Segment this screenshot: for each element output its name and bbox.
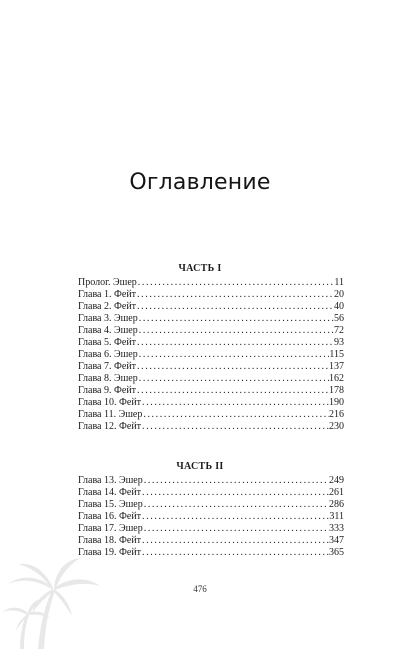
toc-entry-page: 311 [329, 511, 344, 522]
toc-entry-label: Глава 1. Фейт [78, 289, 137, 300]
leader-dots [141, 547, 329, 559]
toc-entry [78, 385, 344, 397]
leader-dots [143, 523, 329, 535]
leader-dots [141, 511, 329, 523]
leader-dots [141, 421, 329, 433]
toc-entry-label: Глава 10. Фейт [78, 397, 142, 408]
toc-entry [78, 349, 344, 361]
page-number: 476 [193, 584, 207, 594]
toc-entry [78, 325, 344, 337]
leader-dots [136, 301, 334, 313]
leader-dots [137, 277, 335, 289]
toc-entry [78, 475, 344, 487]
leader-dots [138, 373, 329, 385]
toc-entry-label: Глава 16. Фейт [78, 511, 142, 522]
part-heading: ЧАСТЬ I [178, 263, 222, 274]
leader-dots [138, 325, 334, 337]
toc-entry-page: 365 [329, 547, 344, 558]
page-title: Оглавление [129, 170, 271, 195]
toc-entry [78, 499, 344, 511]
toc-entry-page: 162 [329, 373, 344, 384]
toc-entry-label: Глава 9. Фейт [78, 385, 137, 396]
toc-entry-page: 178 [329, 385, 344, 396]
toc-entry-label: Глава 8. Эшер [78, 373, 138, 384]
toc-entry [78, 487, 344, 499]
toc-entry-page: 137 [329, 361, 344, 372]
toc-entry-label: Глава 19. Фейт [78, 547, 142, 558]
toc-entry-page: 40 [334, 301, 344, 312]
toc-entry-page: 286 [329, 499, 344, 510]
leader-dots [143, 475, 329, 487]
toc-entry [78, 277, 344, 289]
part-heading: ЧАСТЬ II [176, 461, 224, 472]
leader-dots [138, 349, 330, 361]
toc-entry-label: Глава 18. Фейт [78, 535, 142, 546]
toc-entry-page: 333 [329, 523, 344, 534]
toc-entry-label: Глава 5. Фейт [78, 337, 137, 348]
toc-entry-page: 261 [329, 487, 344, 498]
leader-dots [141, 535, 329, 547]
toc-entry-page: 115 [329, 349, 344, 360]
leader-dots [136, 385, 329, 397]
leader-dots [136, 337, 334, 349]
toc-entry-page: 249 [329, 475, 344, 486]
toc-entry-label: Пролог. Эшер [78, 277, 137, 288]
toc-entry [78, 301, 344, 313]
leader-dots [138, 313, 334, 325]
toc-entry [78, 373, 344, 385]
toc-entry [78, 421, 344, 433]
toc-entry-page: 216 [329, 409, 344, 420]
toc-entry-page: 347 [329, 535, 344, 546]
toc-entry [78, 409, 344, 421]
toc-entry-page: 56 [334, 313, 344, 324]
toc-entry-page: 72 [334, 325, 344, 336]
toc-entry-label: Глава 3. Эшер [78, 313, 138, 324]
leader-dots [136, 289, 334, 301]
toc-entry-label: Глава 4. Эшер [78, 325, 138, 336]
toc-list-part-1 [78, 277, 344, 433]
toc-entry-page: 20 [334, 289, 344, 300]
toc-entry [78, 397, 344, 409]
toc-entry-label: Глава 2. Фейт [78, 301, 137, 312]
leader-dots [141, 487, 329, 499]
leader-dots [136, 361, 329, 373]
toc-entry-page: 93 [334, 337, 344, 348]
toc-entry-label: Глава 6. Эшер [78, 349, 138, 360]
toc-entry-page: 11 [334, 277, 344, 288]
toc-entry-label: Глава 17. Эшер [78, 523, 143, 534]
toc-entry-label: Глава 14. Фейт [78, 487, 142, 498]
toc-entry [78, 289, 344, 301]
toc-entry-label: Глава 11. Эшер [78, 409, 143, 420]
toc-entry [78, 361, 344, 373]
toc-entry-page: 230 [329, 421, 344, 432]
toc-entry-label: Глава 12. Фейт [78, 421, 142, 432]
toc-entry [78, 337, 344, 349]
toc-entry-page: 190 [329, 397, 344, 408]
leader-dots [141, 397, 329, 409]
leader-dots [143, 499, 329, 511]
leader-dots [142, 409, 329, 421]
toc-entry [78, 313, 344, 325]
toc-entry-label: Глава 15. Эшер [78, 499, 143, 510]
toc-entry-label: Глава 13. Эшер [78, 475, 143, 486]
toc-entry-label: Глава 7. Фейт [78, 361, 137, 372]
